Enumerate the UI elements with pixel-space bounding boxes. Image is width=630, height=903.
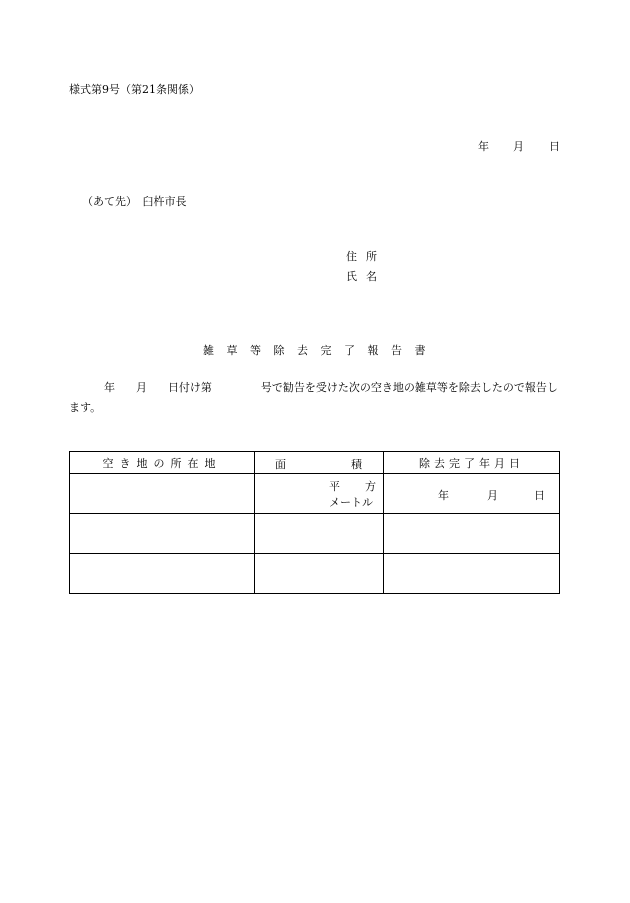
table-header-row: [70, 452, 560, 474]
date-month-label: 月: [513, 140, 524, 153]
body-text: 号で勧告を受けた次の空き地の雑草等を除去したので報告します。: [69, 381, 558, 414]
date-day-label: 日: [549, 140, 560, 153]
date-year-label: 年: [478, 140, 489, 153]
area-cell[interactable]: [255, 474, 384, 514]
table-row: [70, 554, 560, 594]
date-cell-month: 月: [487, 489, 498, 502]
address-label: 住所: [346, 250, 386, 263]
form-number: 様式第9号（第21条関係）: [69, 83, 200, 96]
date-cell[interactable]: [384, 474, 560, 514]
table-row: [70, 474, 560, 514]
date-cell[interactable]: [384, 554, 560, 594]
table-row: [70, 514, 560, 554]
unit-hei: 平: [329, 480, 340, 493]
header-completion-date: 除去完了年月日: [384, 452, 560, 474]
date-cell-day: 日: [534, 489, 545, 502]
area-cell[interactable]: [255, 514, 384, 554]
document-title: 雑草等除去完了報告書: [203, 344, 438, 357]
unit-meter: メートル: [329, 496, 373, 509]
location-cell[interactable]: [70, 554, 255, 594]
body-dated-number: 日付け第: [167, 381, 212, 394]
body-paragraph: [69, 378, 563, 418]
header-location: 空き地の所在地: [70, 452, 255, 474]
date-cell-year: 年: [438, 489, 449, 502]
location-cell[interactable]: [70, 474, 255, 514]
area-cell[interactable]: [255, 554, 384, 594]
addressee: （あて先） 臼杵市長: [82, 195, 187, 208]
header-area: [255, 452, 384, 474]
name-label: 氏名: [346, 270, 386, 283]
body-year: 年: [103, 381, 115, 394]
header-area-right: 積: [351, 458, 362, 471]
unit-hou: 方: [365, 480, 376, 493]
report-table: [69, 451, 560, 594]
date-cell[interactable]: [384, 514, 560, 554]
body-month: 月: [135, 381, 147, 394]
location-cell[interactable]: [70, 514, 255, 554]
header-area-left: 面: [275, 458, 286, 471]
